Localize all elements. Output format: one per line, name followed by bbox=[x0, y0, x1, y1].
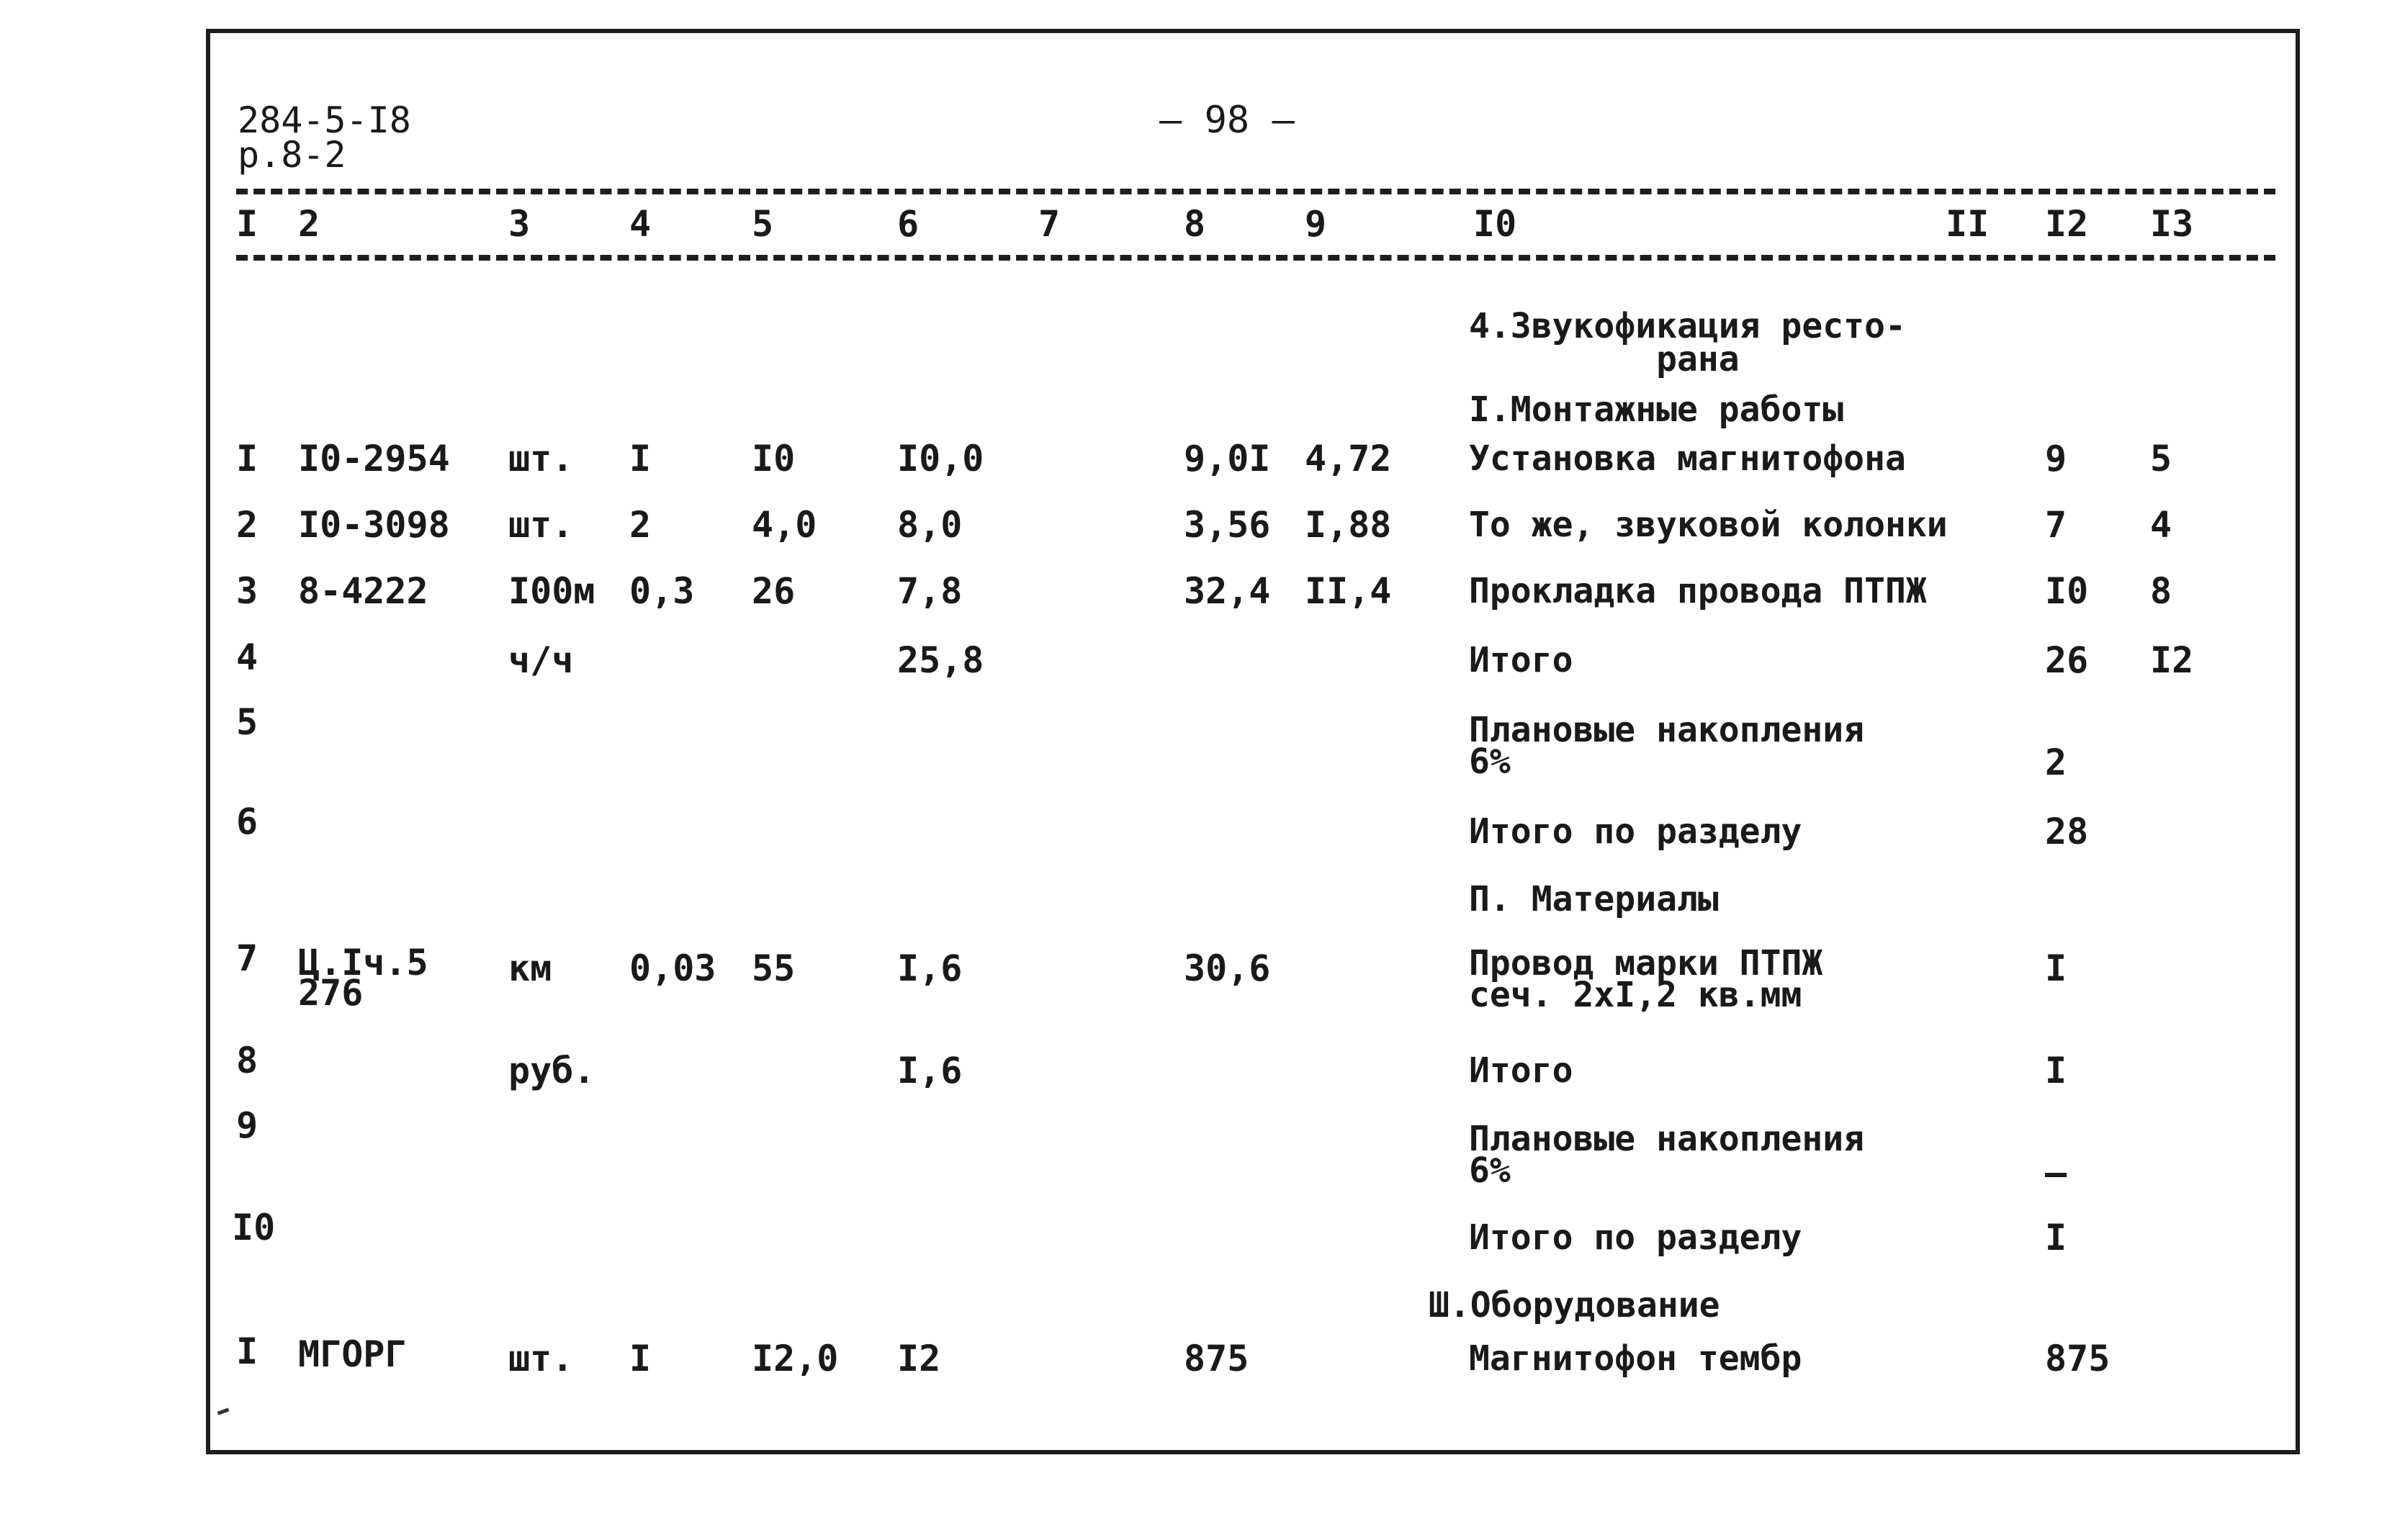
subsection-montage: I.Монтажные работы bbox=[1469, 389, 1844, 430]
cell-row4-col12: 26 bbox=[2045, 639, 2089, 681]
section-reference: р.8-2 bbox=[238, 134, 346, 176]
cell-row3-col12: I0 bbox=[2045, 570, 2089, 612]
header-rule-bottom bbox=[236, 255, 2275, 261]
column-number-13: I3 bbox=[2150, 203, 2194, 245]
subsection-equipment: Ш.Оборудование bbox=[1429, 1285, 1720, 1325]
cell-row8-col6: I,6 bbox=[897, 1050, 963, 1091]
cell-row7-qty: 0,03 bbox=[629, 947, 716, 989]
cell-row7-col5: 55 bbox=[752, 947, 796, 989]
cell-row3-col5: 26 bbox=[752, 570, 796, 612]
cell-row1-col9: 4,72 bbox=[1305, 438, 1392, 479]
cell-row10-col12: I bbox=[2045, 1217, 2067, 1258]
cell-row3-col13: 8 bbox=[2150, 570, 2172, 612]
cell-row2-name: То же, звуковой колонки bbox=[1469, 505, 1948, 545]
cell-row6-col12: 28 bbox=[2045, 811, 2089, 852]
cell-row11-unit: шт. bbox=[508, 1338, 574, 1379]
cell-row7-col12: I bbox=[2045, 947, 2067, 989]
cell-row8-name: Итого bbox=[1469, 1050, 1573, 1091]
cell-row11-qty: I bbox=[629, 1338, 652, 1379]
cell-row11-name: Магнитофон тембр bbox=[1469, 1338, 1802, 1379]
cell-row8-num: 8 bbox=[236, 1040, 259, 1081]
column-number-5: 5 bbox=[752, 203, 774, 245]
cell-row5-num: 5 bbox=[236, 701, 259, 743]
column-number-6: 6 bbox=[897, 203, 920, 245]
page-number: — 98 — bbox=[1159, 99, 1295, 142]
cell-row11-col12: 875 bbox=[2045, 1338, 2110, 1379]
cell-row5-col12: 2 bbox=[2045, 742, 2067, 783]
cell-row2-qty: 2 bbox=[629, 504, 652, 546]
cell-row1-col12: 9 bbox=[2045, 438, 2067, 479]
cell-row4-name: Итого bbox=[1469, 640, 1573, 680]
cell-row4-col6: 25,8 bbox=[897, 639, 984, 681]
cell-row5-name: Плановые накопления 6% bbox=[1469, 710, 1865, 782]
cell-row4-col13: I2 bbox=[2150, 639, 2194, 681]
cell-row11-code: МГОРГ bbox=[298, 1333, 407, 1375]
cell-row2-col8: 3,56 bbox=[1184, 504, 1271, 546]
cell-row2-col5: 4,0 bbox=[752, 504, 817, 546]
column-number-11: II bbox=[1946, 203, 1990, 245]
cell-row6-name: Итого по разделу bbox=[1469, 811, 1802, 852]
cell-row9-name: Плановые накопления 6% bbox=[1469, 1119, 1865, 1191]
cell-row11-col6: I2 bbox=[897, 1338, 941, 1379]
cell-row7-name: Провод марки ПТПЖ сеч. 2хI,2 кв.мм bbox=[1469, 943, 1823, 1015]
cell-row7-unit: км bbox=[508, 947, 552, 989]
section-title: 4.Звукофикация ресто- рана bbox=[1469, 306, 1906, 379]
cell-row3-qty: 0,3 bbox=[629, 570, 695, 612]
cell-row1-col8: 9,0I bbox=[1184, 438, 1271, 479]
column-number-1: I bbox=[236, 203, 259, 245]
cell-row7-col6: I,6 bbox=[897, 947, 963, 989]
cell-row3-col8: 32,4 bbox=[1184, 570, 1271, 612]
column-number-3: 3 bbox=[508, 203, 531, 245]
subsection-materials: П. Материалы bbox=[1469, 879, 1719, 919]
cell-row1-col5: I0 bbox=[752, 438, 796, 479]
cell-row2-col9: I,88 bbox=[1305, 504, 1392, 546]
cell-row1-col13: 5 bbox=[2150, 438, 2172, 479]
cell-row11-col5: I2,0 bbox=[752, 1338, 839, 1379]
cell-row2-unit: шт. bbox=[508, 504, 574, 546]
cell-row6-num: 6 bbox=[236, 801, 259, 842]
cell-row3-num: 3 bbox=[236, 570, 259, 612]
cell-row10-num: I0 bbox=[232, 1207, 276, 1248]
column-number-7: 7 bbox=[1038, 203, 1061, 245]
cell-row7-col8: 30,6 bbox=[1184, 947, 1271, 989]
cell-row3-name: Прокладка провода ПТПЖ bbox=[1469, 571, 1927, 611]
column-number-12: I2 bbox=[2045, 203, 2089, 245]
cell-row9-num: 9 bbox=[236, 1104, 259, 1146]
cell-row2-col13: 4 bbox=[2150, 504, 2172, 546]
cell-row2-col12: 7 bbox=[2045, 504, 2067, 546]
cell-row4-unit: ч/ч bbox=[508, 639, 574, 681]
column-number-4: 4 bbox=[629, 203, 652, 245]
cell-row1-code: I0-2954 bbox=[298, 438, 450, 479]
cell-row8-unit: руб. bbox=[508, 1050, 595, 1091]
cell-row2-num: 2 bbox=[236, 504, 259, 546]
cell-row7-num: 7 bbox=[236, 937, 259, 979]
cell-row1-num: I bbox=[236, 438, 259, 479]
cell-row3-col6: 7,8 bbox=[897, 570, 963, 612]
cell-row7-code: Ц.Iч.5 276 bbox=[298, 942, 428, 1014]
cell-row1-unit: шт. bbox=[508, 438, 574, 479]
cell-row11-col8: 875 bbox=[1184, 1338, 1249, 1379]
header-rule-top bbox=[236, 189, 2275, 194]
cell-row3-code: 8-4222 bbox=[298, 570, 428, 612]
cell-row1-name: Установка магнитофона bbox=[1469, 438, 1906, 479]
column-number-2: 2 bbox=[298, 203, 320, 245]
cell-row2-code: I0-3098 bbox=[298, 504, 450, 546]
cell-row2-col6: 8,0 bbox=[897, 504, 963, 546]
cell-row3-col9: II,4 bbox=[1305, 570, 1392, 612]
column-number-10: I0 bbox=[1473, 203, 1517, 245]
cell-row1-col6: I0,0 bbox=[897, 438, 984, 479]
column-number-8: 8 bbox=[1184, 203, 1206, 245]
cell-row3-unit: I00м bbox=[508, 570, 595, 612]
document-code: 284-5-I8 bbox=[238, 99, 411, 141]
cell-row9-col12: – bbox=[2045, 1152, 2067, 1194]
cell-row8-col12: I bbox=[2045, 1050, 2067, 1091]
column-number-9: 9 bbox=[1305, 203, 1327, 245]
cell-row4-num: 4 bbox=[236, 636, 259, 678]
cell-row11-num: I bbox=[236, 1330, 259, 1372]
cell-row1-qty: I bbox=[629, 438, 652, 479]
cell-row10-name: Итого по разделу bbox=[1469, 1217, 1802, 1258]
